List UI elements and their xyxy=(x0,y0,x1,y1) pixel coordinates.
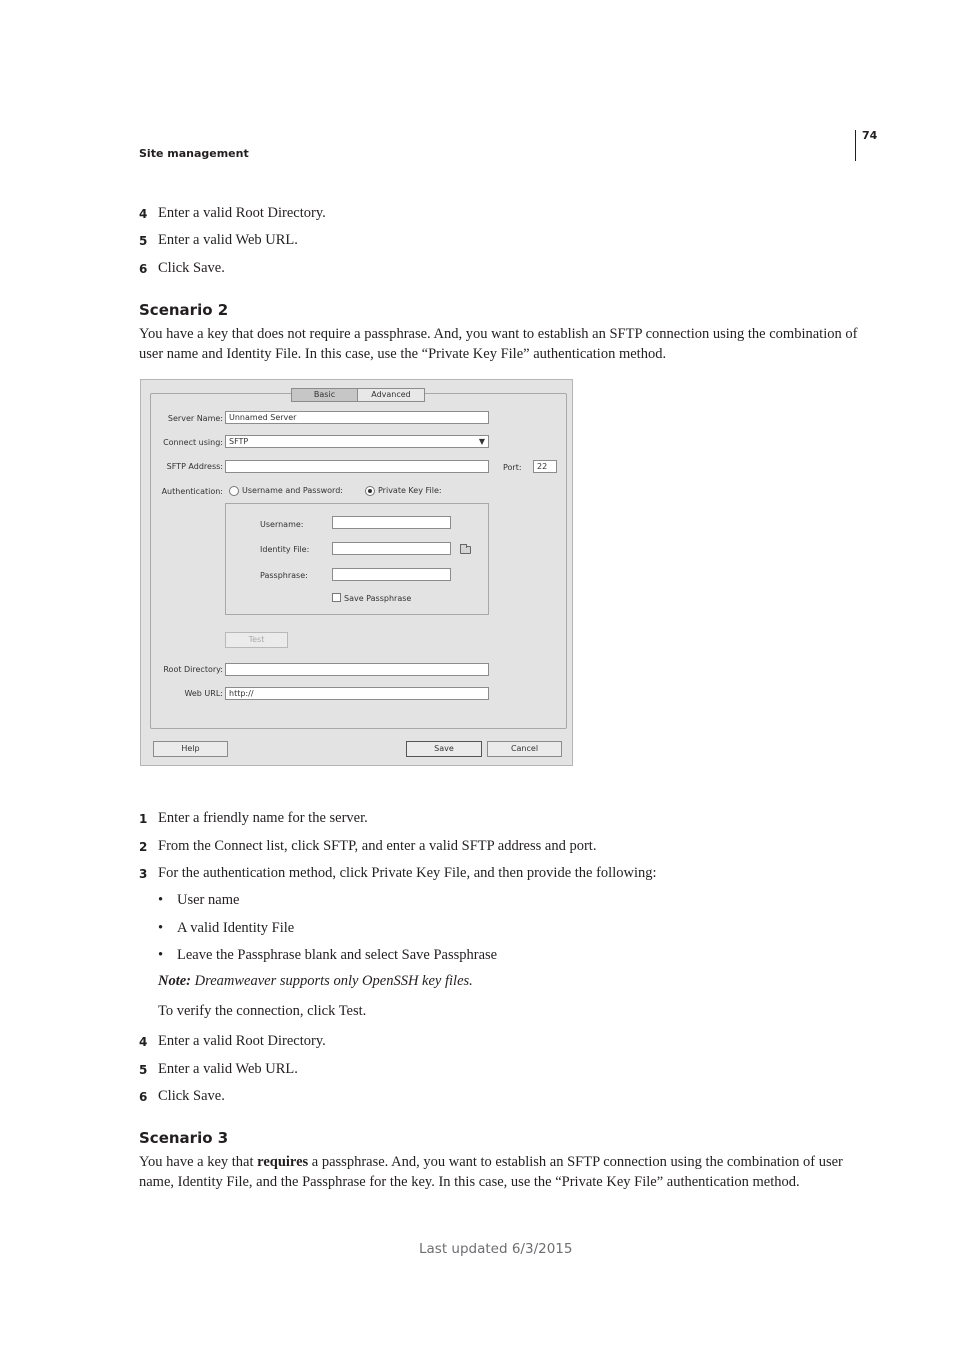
folder-icon[interactable] xyxy=(460,546,471,554)
bullet-icon: • xyxy=(158,920,164,936)
port-input[interactable]: 22 xyxy=(533,460,557,473)
sftp-address-label: SFTP Address: xyxy=(166,462,223,471)
verify-text: To verify the connection, click Test. xyxy=(158,1003,367,1019)
header-divider xyxy=(855,130,856,161)
web-url-label: Web URL: xyxy=(184,689,223,698)
scenario-3-intro: You have a key that requires a passphrase. And, you want to establish an SFTP connection using the combination of user name, Identity File, and the Passphrase for the key. In this case, use the “Private Key File” authentication method. xyxy=(139,1154,843,1190)
scenario-2-intro: You have a key that does not require a passphrase. And, you want to establish an SFTP connection using the combination of user name and Identity File. In this case, use the “Private Key File” authentication method. xyxy=(139,326,858,362)
chevron-down-icon: ▼ xyxy=(478,437,485,446)
scenario-2-heading: Scenario 2 xyxy=(139,301,229,319)
auth-username-password-radio[interactable] xyxy=(229,486,239,496)
username-input[interactable] xyxy=(332,516,451,529)
cancel-button[interactable]: Cancel xyxy=(487,741,562,757)
tab-basic[interactable]: Basic xyxy=(291,388,358,402)
identity-file-input[interactable] xyxy=(332,542,451,555)
save-button[interactable]: Save xyxy=(406,741,482,757)
root-directory-label: Root Directory: xyxy=(163,665,223,674)
username-label: Username: xyxy=(260,520,304,529)
bullet-icon: • xyxy=(158,892,164,908)
note-text: Dreamweaver supports only OpenSSH key files. xyxy=(191,973,473,989)
auth-private-key-radio[interactable] xyxy=(365,486,375,496)
root-directory-input[interactable] xyxy=(225,663,489,676)
connect-using-label: Connect using: xyxy=(163,438,223,447)
running-header-section: Site management xyxy=(139,147,249,160)
test-button[interactable]: Test xyxy=(225,632,288,648)
bullet-icon: • xyxy=(158,947,164,963)
page-number: 74 xyxy=(862,129,878,142)
server-name-label: Server Name: xyxy=(167,414,223,423)
connect-using-value: SFTP xyxy=(229,437,249,446)
auth-private-key-label: Private Key File: xyxy=(378,486,442,495)
port-label: Port: xyxy=(503,463,522,472)
server-name-input[interactable]: Unnamed Server xyxy=(225,411,489,424)
save-passphrase-checkbox[interactable] xyxy=(332,593,341,602)
site-setup-dialog xyxy=(140,379,573,766)
scenario-3-heading: Scenario 3 xyxy=(139,1129,229,1147)
page-footer: Last updated 6/3/2015 xyxy=(419,1241,573,1257)
passphrase-label: Passphrase: xyxy=(260,571,308,580)
tab-advanced[interactable]: Advanced xyxy=(357,388,425,402)
web-url-input[interactable]: http:// xyxy=(225,687,489,700)
auth-username-password-label: Username and Password: xyxy=(242,486,343,495)
save-passphrase-label: Save Passphrase xyxy=(344,594,412,603)
help-button[interactable]: Help xyxy=(153,741,228,757)
note-label: Note: xyxy=(158,973,192,989)
connect-using-select[interactable] xyxy=(225,435,489,448)
sftp-address-input[interactable] xyxy=(225,460,489,473)
passphrase-input[interactable] xyxy=(332,568,451,581)
identity-file-label: Identity File: xyxy=(260,545,310,554)
authentication-label: Authentication: xyxy=(161,487,223,496)
note xyxy=(158,973,473,990)
